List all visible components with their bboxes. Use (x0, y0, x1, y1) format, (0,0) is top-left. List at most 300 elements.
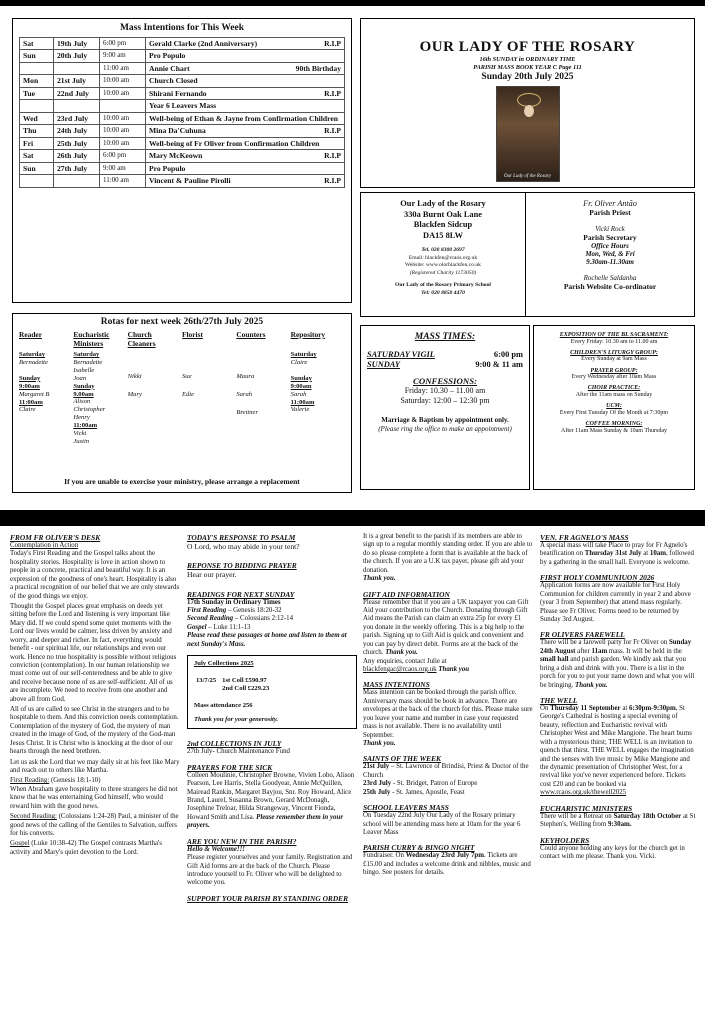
intention-text: Mary McKeown (149, 151, 203, 161)
image-caption: Our Lady of the Rosary (503, 174, 552, 180)
rota-column-cleaners (128, 331, 182, 446)
text: after (575, 647, 592, 655)
text: Please remember them in your prayers. (187, 813, 343, 830)
intention-text: Year 6 Leavers Mass (149, 101, 217, 111)
fr-agnelo-text (540, 542, 698, 567)
column-2 (187, 533, 357, 903)
text: Thursday 31st July (584, 550, 642, 558)
rota-entry: Isabelle (73, 366, 95, 374)
rota-entry: Vicki (73, 430, 87, 438)
rota-entry: Saturday (73, 351, 100, 358)
intention-note: 90th Birthday (295, 63, 341, 73)
cell-intention (146, 100, 345, 112)
cell-date: 26th July (54, 150, 100, 162)
intention-text: Mina Da'Cuhuna (149, 126, 206, 136)
gift-aid-email[interactable]: blackfengac@rcaos.org.uk (363, 665, 437, 673)
mass-intentions-box (12, 18, 352, 303)
face-icon (524, 105, 534, 117)
text: Colleen Moulinie, Christopher Browne, Vivien Lobo, Alison Pearson, Lee Harris, Stella Goodyear, Annie McQuillen, Mairead Rankin, Margaret Bayjou, Snr. Roy Howard, Alice Brand, Laurel, Susanna Brown, Gerard McDonagh, Josephine Treloar, Hilda Strangeway, Vincent Fionda, Howard Smith and Lisa. (187, 771, 355, 821)
mass-intention-row (20, 175, 345, 187)
rota-entry: Joan (73, 374, 87, 382)
text: at (620, 705, 630, 713)
group-heading: COFFEE MORNING: (585, 420, 643, 427)
date: 23rd July (363, 780, 392, 788)
rota-entry: Christopher (73, 406, 106, 414)
text: There will be a Retreat on (540, 812, 614, 820)
cell-time: 9:00 am (100, 162, 146, 174)
saint (363, 789, 533, 797)
text: – St. Lawrence of Brindisi, Priest & Doctor of the Church (363, 763, 529, 779)
rotas-box (12, 313, 352, 493)
parish-address (361, 193, 526, 316)
rota-entry: Valerie (290, 406, 310, 414)
paragraph: All of us are called to see Christ in the strangers and to be hospitable to them. And this conviction needs contemplation. Contemplation of the mystery of God, the mystery of man created in the image of God, of the mystery of the God-man Jesus Christ. It is Christ who is knocking at the door of our hearts through the need brethren. (10, 706, 179, 756)
paragraph: When Abraham gave hospitality to three strangers he did not know that he was entertaining God himself, who would reward him with the good news. (10, 785, 178, 810)
section-heading: SCHOOL LEAVERS MASS (363, 803, 449, 813)
mass-intention-row (20, 112, 345, 124)
mass-intention-row (20, 125, 345, 137)
rota-entry: Sunday (19, 374, 41, 382)
address-line: 330a Burnt Oak Lane (404, 209, 482, 219)
cell-date (54, 62, 100, 74)
rota-entry: Claire (19, 406, 36, 414)
mass-intention-row (20, 75, 345, 87)
mass-intentions-table (19, 37, 345, 188)
text: Thursday 11 September (550, 705, 621, 713)
charity-number: (Registered Charity 1173050) (409, 269, 477, 276)
cell-intention (146, 50, 345, 62)
text: Mass intention can be booked through the parish office. Anniversary mass should be book in advance. There are envelopes at the back of the church for this. Please make sure you leave your name and number in case your requested mass is not available. There is no availability until September. (363, 689, 533, 739)
mass-times-title: MASS TIMES: (414, 332, 476, 342)
rota-entry (291, 367, 343, 375)
cell-date: 27th July (54, 162, 100, 174)
rota-entry: 9.00am (73, 390, 94, 398)
second-reading-summary (10, 813, 180, 838)
cell-intention (146, 62, 345, 74)
eucharistic-retreat-text (540, 813, 698, 830)
postcode: DA15 8LW (423, 230, 463, 240)
label: Second Reading: (10, 813, 57, 821)
vigil-time: 6:00 pm (493, 350, 523, 359)
curry-text (363, 852, 533, 877)
rota-column-florist (182, 331, 236, 446)
cell-date: 23rd July (54, 112, 100, 124)
text: (Luke 10:38-42) The Gospel contrasts Martha's activity and Mary's quiet devotion to the Lord. (10, 840, 162, 856)
collection-1: 1st Coll £590.97 (222, 677, 267, 685)
cell-day (20, 62, 54, 74)
mass-intention-row (20, 150, 345, 162)
group-text: After the 11am mass on Sunday (575, 391, 653, 398)
cell-intention (146, 112, 345, 124)
label: Gospel (187, 623, 207, 631)
rota-entry: Margaret B (19, 390, 50, 398)
marriage-note: (Please ring the office to make an appointment) (378, 424, 512, 433)
priest-name: Fr. Oliver Antão (583, 199, 637, 208)
mass-intention-row (20, 38, 345, 50)
cell-time (100, 100, 146, 112)
rota-entry: Justin (73, 437, 90, 445)
rota-column-repository (291, 331, 345, 446)
cell-intention (146, 175, 345, 187)
rota-entry: Sue (181, 373, 192, 380)
cell-day (20, 175, 54, 187)
rota-entry: 11:00am (19, 398, 43, 406)
confession-saturday: Saturday: 12:00 – 12:30 pm (400, 396, 490, 406)
intention-text: Annie Chart (149, 63, 190, 73)
section-heading: MASS INTENTIONS (363, 680, 430, 690)
cell-intention (146, 38, 345, 50)
mass-attendance: Mass attendance 256 (194, 702, 253, 710)
text: It is a great benefit to the parish if its members are able to sign up to a regular monthly standing order. If you are able to do so please complete a form that is available at the back of the church. If you are a U.K tax payer, please gift aid your donation. (363, 533, 533, 574)
cell-day: Sun (20, 162, 54, 174)
date: 21st July (363, 763, 390, 771)
parish-title: OUR LADY OF THE ROSARY (419, 39, 636, 55)
mass-intentions-text (363, 689, 533, 748)
cell-date (54, 175, 100, 187)
gift-aid-text (363, 599, 533, 675)
section-heading: FR OLIVERS FAREWELL (540, 630, 625, 640)
text: A special mass will take Place to pray for Fr Agnelo's beatification on (540, 542, 688, 558)
rota-entry: Nikki (127, 373, 142, 380)
group-text: After 11am Mass Sunday & 10am Thursday (561, 427, 667, 434)
collection-2: 2nd Coll £229.23 (222, 685, 270, 693)
intention-note: R.I.P (324, 88, 341, 98)
ref: – Colossians 2:12-14 (233, 615, 294, 623)
reading-note: Please read these passages at home and listen to them at next Sunday's Mass. (187, 632, 347, 648)
group-text: Every Sunday at 9am Mass (581, 356, 647, 363)
cell-date (54, 100, 100, 112)
reading-3 (187, 624, 357, 632)
text: 11am (591, 647, 608, 655)
sunday-time: 9:00 & 11 am (475, 360, 523, 370)
cell-time: 6:00 pm (100, 38, 146, 50)
text: 6:30pm-9:30pm (629, 705, 676, 713)
contact-box (360, 192, 695, 317)
date: 25th July (363, 788, 391, 796)
cell-time: 10:00 am (100, 137, 146, 149)
cell-intention (146, 137, 345, 149)
text: and parish garden. We kindly ask that you bring a dish and drink with you. There is a list in the porch for you to put your name down and what you will be bringing. (540, 656, 695, 689)
intention-text: Church Closed (149, 76, 198, 86)
mass-intention-row (20, 137, 345, 149)
vigil-row (367, 350, 523, 360)
priest-role: Parish Priest (589, 208, 631, 217)
paragraph: Could anyone holding any keys for the church get in contact with me please. Thank you. Vicki. (540, 844, 685, 860)
divider-bar (0, 510, 705, 526)
rota-entry: Maura (236, 373, 255, 380)
group-text: Every Wednesday after 10am Mass (571, 374, 657, 381)
intention-text: Well-being of Ethan & Jayne from Confirmation Children (149, 113, 338, 123)
cell-time: 10:00 am (100, 87, 146, 99)
marriage-baptism (367, 416, 523, 434)
label: Second Reading (187, 615, 234, 623)
cell-day: Mon (20, 75, 54, 87)
rota-entry: Sarah (290, 390, 307, 398)
intention-text: Well-being of Fr Oliver from Confirmation Children (149, 138, 320, 148)
rotas-grid (19, 331, 345, 446)
group-text: Every First Tuesday Of the Month at 7:30pm (559, 409, 669, 416)
reading-2 (187, 615, 357, 623)
rota-column-counters (236, 331, 290, 446)
rota-header: Counters (236, 330, 266, 339)
cell-day: Fri (20, 137, 54, 149)
marriage-text: Marriage & Baptism by appointment only. (381, 416, 509, 425)
rota-entry: Mary (127, 390, 142, 398)
text: - St. Bridget, Patron of Europe (391, 780, 478, 788)
rota-entry: Saturday (19, 351, 46, 358)
rota-header: Eucharistic Ministers (73, 330, 110, 348)
gospel-summary (10, 840, 180, 857)
rota-entry: Claire (290, 358, 308, 366)
mass-intention-row (20, 62, 345, 74)
intention-text: Shirani Fernando (149, 88, 207, 98)
intention-text: Vincent & Pauline Pirolli (149, 176, 231, 186)
group-heading: EXPOSITION OF THE BL SACRAMENT: (559, 332, 669, 338)
top-bar (0, 0, 705, 6)
section-heading: 2nd COLLECTIONS IN JULY (187, 739, 282, 749)
rota-entry: Sunday (73, 382, 95, 390)
text: Wednesday 23rd July 7pm (405, 852, 484, 860)
rota-entry: 9:00am (290, 382, 312, 390)
ref: – Genesis 18:20-32 (226, 607, 282, 615)
cell-time: 9:00 am (100, 50, 146, 62)
ref: – Luke 11:1-13 (206, 623, 251, 631)
group-heading: CHOIR PRACTICE: (587, 385, 641, 392)
section-heading: THE WELL (540, 696, 578, 705)
text: Sunday 24th August (540, 639, 692, 655)
text: . Tickets are £15.00 and includes a welcome drink and nibbles, music and bingo. See posters for details. (363, 852, 531, 877)
section-heading: PRAYERS FOR THE SICK (187, 762, 273, 772)
paragraph: Today's First Reading and the Gospel talks about the hospitality stories. Hospitality is love in action shown to people in a concrete, practical and beautiful way. It is an expression of the goodness of one's heart. Hospitality is also a practical recognition of our belief that we are only stewards of the good things we enjoy. (10, 550, 180, 600)
section-heading: PARISH CURRY & BINGO NIGHT (363, 843, 475, 853)
rota-entry: 11:00am (290, 398, 315, 406)
rota-entry: Edie (181, 390, 195, 398)
section-heading: KEYHOLDERS (540, 835, 590, 845)
section-heading: FIRST HOLY COMMUNIUON 2026 (540, 573, 655, 583)
text: at St Stephen's, Welling from (540, 812, 696, 829)
cell-day: Thu (20, 125, 54, 137)
paragraph: On Tuesday 22nd July Our Lady of the Rosary primary school will be attending mass here at 10am for the year 6 Leaver Mass (363, 812, 521, 836)
text: at (641, 550, 650, 558)
sunday-row (367, 360, 523, 370)
mass-times-box (360, 325, 530, 490)
saint (363, 780, 533, 788)
mass-intention-row (20, 50, 345, 62)
rota-entry: Sunday (290, 374, 312, 382)
telephone: Tel. 020 8300 2697 (421, 247, 465, 253)
intention-text: Gerald Clarke (2nd Anniversary) (149, 39, 258, 48)
text: Thank you (438, 665, 470, 673)
paragraph: Application forms are now available for First Holy Communion for children currently in year 2 and above (year 3 from September) that attend mass regularly. Please see Fr Oliver. Forms need to be returned by Sunday 3rd August. (540, 582, 691, 624)
cell-time: 10:00 am (100, 112, 146, 124)
sick-list (187, 772, 357, 831)
text: Any enquiries, contact Julie at (363, 657, 447, 665)
cell-time: 10:00 am (100, 75, 146, 87)
text: Thank you. (363, 575, 396, 583)
the-well-text (540, 705, 698, 798)
group-text: Every Friday: 10.30 am to 11.00 am (570, 338, 658, 345)
section-heading: EUCHARISTIC MINISTERS (540, 803, 633, 813)
bidding-response: Hear our prayer. (187, 570, 237, 580)
group-heading: PRAYER GROUP: (590, 367, 638, 374)
rota-footer: If you are unable to exercise your ministry, please arrange a replacement (64, 477, 300, 486)
rota-entry: Bernadette (19, 358, 48, 366)
text: Saturday 18th October (613, 812, 682, 820)
next-sunday: 17th Sunday in Ordinary Times (187, 598, 281, 606)
text: Please remember that if you are a UK taxpayer you can Gift Aid your contribution to the Church. Donating through Gift Aid means the Parish can claim an extra 25p for every £1 you donate in the weekly offering. This is a big help to the parish. Signing up to Gift Aid is quick and convenient and you can pay by direct debit. Forms are at the back of the church. (363, 598, 529, 657)
cell-date: 20th July (54, 50, 100, 62)
section-heading: SAINTS OF THE WEEK (363, 754, 441, 764)
cell-date: 19th July (54, 38, 100, 50)
cell-day (20, 100, 54, 112)
group-heading: UCM: (606, 403, 622, 410)
intention-note: R.I.P (324, 176, 341, 186)
text: Thank you. (385, 649, 418, 657)
rota-entry: Breitner (236, 408, 259, 416)
website[interactable]: Website: www.olorblackfen.co.uk (405, 262, 481, 269)
group-heading: CHILDREN'S LITURGY GROUP: (570, 349, 658, 356)
mass-intention-row (20, 87, 345, 99)
collection-thanks: Thank you for your generosity. (194, 716, 279, 724)
bulletin-date: Sunday 20th July 2025 (481, 72, 574, 83)
intention-text: Pro Populo (149, 51, 186, 61)
column-4 (540, 533, 698, 863)
email[interactable]: Email: blackfen@rcaos.org.uk (408, 254, 478, 261)
section-subheading: Contemplation in Action (10, 542, 79, 550)
intention-note: R.I.P (324, 126, 341, 136)
label: First Reading (187, 607, 227, 615)
label: First Reading: (10, 777, 50, 785)
text: - St. James, Apostle, Feast (390, 788, 465, 796)
confessions-title: CONFESSIONS: (412, 376, 478, 387)
rota-entry: 9:00am (19, 382, 40, 390)
welcome: Hello & Welcome!!! (187, 845, 245, 853)
cell-intention (146, 150, 345, 162)
cell-date: 24th July (54, 125, 100, 137)
rota-header: Repository (290, 330, 326, 339)
mass-book-ref: PARISH MASS BOOK YEAR C Page 111 (473, 63, 582, 71)
our-lady-image (496, 86, 560, 182)
label: Gospel (10, 840, 30, 848)
rota-entry (19, 367, 71, 375)
rota-header: Florist (181, 330, 203, 339)
psalm-response: O Lord, who may abide in your tent? (187, 542, 300, 552)
text: Thank you. (575, 681, 608, 689)
office-hours-label: Office Hours (591, 242, 629, 250)
paragraph: Thought the Gospel places great emphasis on deeds yet sitting before the Lord and listening is very important like Mary did. If we could spend some quiet moments with the Lord our lives would be calmer, less driven by anxiety and worry, and deeper and richer. In fact, everything would benefit - our spiritual life, our relationships and even our work. Hence no true hospitality is possible without religious conviction (contemplation). In our human relationship we must come out of our self-centeredness and be able to give and receive because none of us are self-sufficient. All of us are incomplete. We need to receive from one another and above all from God. (10, 602, 177, 703)
cell-date: 21st July (54, 75, 100, 87)
mass-intention-row (20, 162, 345, 174)
intention-text: Pro Populo (149, 163, 186, 173)
intention-note: R.I.P (324, 151, 341, 161)
office-days: Mon, Wed, & Fri (585, 250, 635, 258)
rota-entry: Sarah (236, 390, 253, 398)
first-reading-summary (10, 777, 180, 785)
mass-intention-row (20, 100, 345, 112)
paragraph: Please register yourselves and your family. Registration and Gift Aid forms are at the back of the Church. Please introduce yourself to Fr. Oliver who will be delighted to welcome you. (187, 854, 353, 887)
text: mass. It will be held in the (607, 647, 682, 655)
text: 9:30am. (607, 821, 632, 829)
cell-time: 6:00 pm (100, 150, 146, 162)
text: , St George's Cathedral is hosting a special evening of beauty, reflection and Eucharistic revival with Christopher West and Mike Mangione. The heart burns with a mysterious thirst; THE WELL is an invitation to quench that thirst. THE WELL engages the imagination and the senses with live music by Mike Mangione and the dynamic presentation of Christopher West, for a revival like you've never experienced before. Tickets cost £20 and can be booked via (540, 705, 694, 788)
text: (Colossians 1:24-28) Paul, a minister of the good news of the calling of the Gentiles to Salvation, suffers for his converts. (10, 813, 179, 837)
cell-date: 22nd July (54, 87, 100, 99)
secretary-role: Parish Secretary (583, 233, 637, 242)
cell-day: Wed (20, 112, 54, 124)
cell-day: Tue (20, 87, 54, 99)
fr-olivers-desk (10, 533, 180, 859)
the-well-link[interactable]: www.rcaos.org.uk/thewell2025 (540, 789, 627, 797)
section-heading: GIFT AID INFORMATION (363, 589, 450, 599)
rotas-title: Rotas for next week 26th/27th July 2025 (100, 317, 264, 327)
web-coordinator-name: Rochelle Saldanha (583, 274, 637, 282)
paragraph: Let us ask the Lord that we may daily sit at his feet like Mary and reach out to others like Martha. (10, 758, 180, 774)
parish-header (360, 18, 695, 188)
liturgical-sunday: 16th SUNDAY in ORDINARY TIME (479, 56, 576, 63)
section-heading: FROM FR OLIVER'S DESK (10, 533, 101, 542)
cell-date: 25th July (54, 137, 100, 149)
column-3 (363, 533, 533, 880)
intention-note: R.I.P (324, 39, 341, 48)
office-time: 9.30am-11.30am (586, 258, 634, 266)
text: 10am (649, 550, 666, 558)
rota-entry: Alison (73, 398, 91, 406)
cell-intention (146, 75, 345, 87)
rota-header: Church Cleaners (127, 330, 156, 348)
address-line: Blackfen Sidcup (413, 220, 473, 229)
rota-entry: Henry (73, 414, 90, 422)
rota-column-eucharistic (73, 331, 127, 446)
section-heading: TODAY'S RESPONSE TO PSALM (187, 533, 296, 542)
section-heading: ARE YOU NEW IN THE PARISH? (187, 836, 297, 846)
cell-intention (146, 87, 345, 99)
web-coordinator-role: Parish Website Co-ordinator (563, 282, 657, 291)
cell-day: Sat (20, 38, 54, 50)
text: small hall (540, 656, 569, 664)
cell-day: Sat (20, 150, 54, 162)
school-name: Our Lady of the Rosary Primary School (395, 282, 491, 289)
rota-header: Reader (19, 330, 42, 339)
rota-entry: 11:00am (73, 422, 98, 430)
cell-intention (146, 162, 345, 174)
sunday-label: SUNDAY (367, 360, 401, 370)
cell-time: 11:00 am (100, 175, 146, 187)
reading-1 (187, 607, 357, 615)
text: , followed by a gathering in the small hall. Everyone is welcome. (540, 550, 694, 566)
mass-intentions-title: Mass Intentions for This Week (119, 23, 245, 33)
section-heading: VEN. FR AGNELO'S MASS (540, 533, 629, 542)
rota-entry: Saturday (290, 351, 317, 358)
text: On (540, 705, 551, 713)
section-heading: SUPPORT YOUR PARISH BY STANDING ORDER (187, 893, 349, 903)
cell-intention (146, 125, 345, 137)
church-name: Our Lady of the Rosary (400, 199, 486, 208)
secretary-name: Vicki Rock (595, 225, 625, 233)
cell-day: Sun (20, 50, 54, 62)
farewell-text (540, 639, 698, 690)
text: Fundraiser. On (363, 852, 406, 860)
clergy-staff (526, 193, 694, 316)
text: Thank you. (363, 739, 396, 747)
section-heading: READINGS FOR NEXT SUNDAY (187, 589, 295, 599)
collection-date: 13/7/25 (196, 677, 217, 685)
standing-order-text (363, 533, 533, 584)
saint (363, 763, 533, 780)
cell-time: 11:00 am (100, 62, 146, 74)
collections-box (187, 655, 357, 729)
text: There will be a farewell party for Fr Oliver on (540, 639, 669, 647)
second-collection: 27th July- Church Maintenance Fund (187, 748, 290, 756)
